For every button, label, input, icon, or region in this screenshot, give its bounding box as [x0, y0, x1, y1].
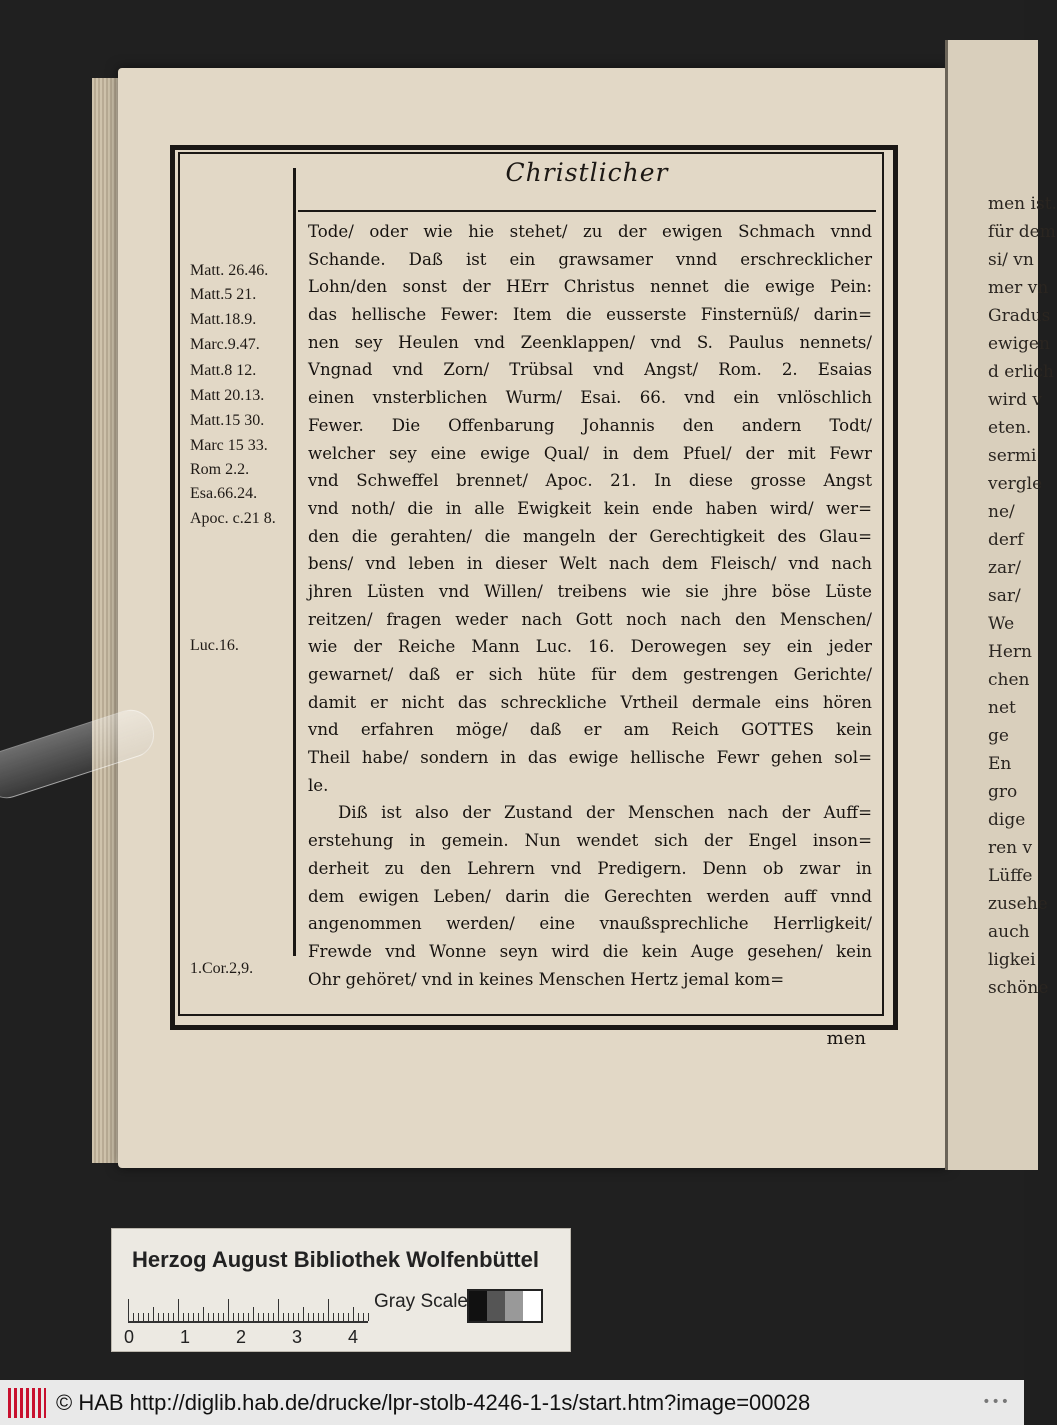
facing-page: [945, 40, 1057, 1170]
ruler-tick: [218, 1313, 219, 1321]
text-line: Schande. Daß ist ein grawsamer vnnd erschrecklicher: [308, 249, 872, 269]
ruler-number: 4: [348, 1327, 359, 1347]
ruler-tick: [128, 1299, 129, 1321]
header-rule: [298, 210, 876, 212]
margin-note: Rom 2.2.: [190, 461, 250, 478]
ruler-tick: [323, 1313, 324, 1321]
text-line: das hellische Fewer: Item die eusserste Finsternüß/ darin=: [308, 305, 872, 325]
facing-page-line: vergle: [988, 474, 1043, 494]
text-line: bens/ vnd leben in dieser Welt nach dem Fleisch/ vnd nach: [308, 554, 872, 574]
text-line: Ohr gehöret/ vnd in keines Menschen Hertz jemal kom=: [308, 969, 785, 989]
margin-note: Matt.8 12.: [190, 362, 257, 379]
ruler-tick: [233, 1313, 234, 1321]
ruler-tick: [188, 1313, 189, 1321]
ruler-tick: [318, 1313, 319, 1321]
facing-page-line: ewigen: [988, 334, 1050, 354]
text-line: le.: [308, 775, 329, 795]
ruler-tick: [363, 1313, 364, 1321]
facing-page-line: men ist.: [988, 194, 1057, 214]
ruler-tick: [158, 1313, 159, 1321]
text-line: Vngnad vnd Zorn/ Trübsal vnd Angst/ Rom. 2. Esaias: [308, 360, 872, 380]
ruler-tick: [368, 1313, 369, 1321]
text-line: Tode/ oder wie hie stehet/ zu der ewigen Schmach vnnd: [308, 222, 872, 241]
catchword: men: [826, 1028, 866, 1049]
ruler-tick: [328, 1299, 329, 1321]
facing-page-line: zusehe: [988, 894, 1048, 914]
text-line: jhren Lüsten vnd Willen/ treibens wie sie jhre böse Lüste: [308, 581, 872, 601]
main-text: [308, 218, 872, 993]
ruler-tick: [153, 1307, 154, 1321]
ruler-tick: [193, 1313, 194, 1321]
facing-page-line: dige: [988, 810, 1026, 830]
ruler-tick: [283, 1313, 284, 1321]
margin-note: Matt.5 21.: [190, 286, 257, 303]
ruler-number: 2: [236, 1327, 247, 1347]
ruler-tick: [288, 1313, 289, 1321]
facing-page-line: Gradus: [988, 306, 1051, 326]
margin-note: Matt. 26.46.: [190, 262, 269, 279]
text-line: erstehung in gemein. Nun wendet sich der Engel inson=: [308, 831, 872, 851]
facing-page-line: ge: [988, 726, 1009, 746]
ruler-tick: [228, 1299, 229, 1321]
ruler-tick: [148, 1313, 149, 1321]
ruler-tick: [293, 1313, 294, 1321]
gray-scale-label: Gray Scale: [374, 1291, 468, 1312]
text-line: vnd erfahren möge/ daß er am Reich GOTTES kein: [308, 720, 872, 740]
margin-column-rule: [293, 168, 296, 956]
margin-note: 1.Cor.2,9.: [190, 960, 254, 977]
footer-menu-dots[interactable]: •••: [982, 1394, 1010, 1410]
facing-page-line: Lüffe: [988, 866, 1033, 886]
ruler-tick: [248, 1313, 249, 1321]
ruler-tick: [168, 1313, 169, 1321]
facing-page-line: zar/: [988, 558, 1021, 578]
text-line: Fewer. Die Offenbarung Johannis den andern Todt/: [308, 415, 872, 435]
ruler-tick: [353, 1307, 354, 1321]
hab-logo-icon: [8, 1388, 46, 1418]
facing-page-line: si/ vn: [988, 250, 1034, 270]
facing-page-line: Hern: [988, 642, 1032, 662]
facing-page-line: En: [988, 754, 1012, 774]
facing-page-line: schöne: [988, 978, 1049, 998]
ruler-tick: [138, 1313, 139, 1321]
text-line: reitzen/ fragen weder nach Gott noch nach den Menschen/: [308, 609, 872, 629]
ruler-tick: [338, 1313, 339, 1321]
text-line: einen vnsterblichen Wurm/ Esai. 66. vnd ein vnlöschlich: [308, 388, 872, 408]
text-line: vnd Schweffel brennet/ Apoc. 21. In diese grosse Angst: [308, 471, 872, 491]
ruler-tick: [243, 1313, 244, 1321]
footer-bar: [0, 1380, 1024, 1425]
facing-page-line: für dem: [988, 222, 1056, 242]
margin-note: Matt.15 30.: [190, 412, 265, 429]
ruler-tick: [223, 1313, 224, 1321]
facing-page-line: ne/: [988, 502, 1015, 522]
ruler-tick: [303, 1307, 304, 1321]
ruler-tick: [198, 1313, 199, 1321]
text-line: damit er nicht das schreckliche Vrtheil dermale eins hören: [308, 692, 872, 712]
facing-page-line: d erlich: [988, 362, 1054, 382]
footer-url[interactable]: © HAB http://diglib.hab.de/drucke/lpr-stolb-4246-1-1s/start.htm?image=00028: [56, 1389, 811, 1415]
facing-page-line: eten.: [988, 418, 1032, 438]
margin-note: Luc.16.: [190, 637, 239, 654]
text-line: nen sey Heulen vnd Zeenklappen/ vnd S. Paulus nennets/: [308, 332, 872, 352]
ruler-tick: [163, 1313, 164, 1321]
ruler-tick: [258, 1313, 259, 1321]
facing-page-line: chen: [988, 670, 1030, 690]
text-line: gewarnet/ daß er sich hüte für dem gestrengen Gerichte/: [308, 665, 872, 684]
ruler-tick: [183, 1313, 184, 1321]
ruler-tick: [203, 1307, 204, 1321]
facing-page-line: gro: [988, 782, 1018, 802]
margin-note: Marc.9.47.: [190, 336, 260, 353]
facing-page-line: wird v: [988, 390, 1043, 410]
ruler-tick: [343, 1313, 344, 1321]
ruler-tick: [358, 1313, 359, 1321]
ruler-tick: [263, 1313, 264, 1321]
ruler-number: 3: [292, 1327, 303, 1347]
margin-note: Apoc. c.21 8.: [190, 510, 276, 527]
ruler-number: 0: [124, 1327, 135, 1347]
ruler-tick: [208, 1313, 209, 1321]
margin-note: Marc 15 33.: [190, 437, 268, 454]
text-line: Frewde vnd Wonne seyn wird die kein Auge gesehen/ kein: [308, 941, 872, 961]
running-head: Christlicher: [505, 158, 669, 187]
ruler-tick: [178, 1299, 179, 1321]
ruler-tick: [313, 1313, 314, 1321]
text-line: Diß ist also der Zustand der Menschen nach der Auff=: [338, 803, 872, 823]
facing-page-line: derf: [988, 530, 1024, 550]
facing-page-line: We: [988, 614, 1015, 634]
text-line: derheit zu den Lehrern vnd Predigern. Denn ob zwar in: [308, 858, 872, 878]
ruler-number: 1: [180, 1327, 191, 1347]
facing-page-line: sermi: [988, 446, 1037, 466]
facing-page-line: ren v: [988, 838, 1033, 858]
ruler-tick: [278, 1299, 279, 1321]
ruler-tick: [333, 1313, 334, 1321]
facing-page-line: auch: [988, 922, 1030, 942]
facing-page-line: mer vn: [988, 278, 1049, 298]
text-line: angenommen werden/ eine vnaußsprechliche Herrligkeit/: [308, 914, 872, 934]
margin-note: Matt.18.9.: [190, 311, 257, 328]
gray-scale-swatch: [467, 1289, 543, 1323]
ruler-tick: [268, 1313, 269, 1321]
ruler-tick: [273, 1313, 274, 1321]
facing-page-line: sar/: [988, 586, 1021, 606]
ruler-tick: [143, 1313, 144, 1321]
ruler-tick: [213, 1313, 214, 1321]
ruler-tick: [308, 1313, 309, 1321]
library-color-strip: [111, 1228, 571, 1352]
ruler-tick: [253, 1307, 254, 1321]
text-line: Lohn/den sonst der HErr Christus nennet die ewige Pein:: [308, 277, 872, 297]
text-line: dem ewigen Leben/ darin die Gerechten werden auff vnnd: [308, 886, 872, 906]
text-line: welcher sey eine ewige Qual/ in dem Pfuel/ der mit Fewr: [308, 443, 872, 463]
margin-note: Matt 20.13.: [190, 387, 265, 404]
library-title: Herzog August Bibliothek Wolfenbüttel: [132, 1247, 539, 1272]
margin-note: Esa.66.24.: [190, 485, 258, 502]
text-line: wie der Reiche Mann Luc. 16. Derowegen sey ein jeder: [308, 637, 872, 657]
ruler-tick: [348, 1313, 349, 1321]
facing-page-line: net: [988, 698, 1016, 718]
facing-page-line: ligkei: [988, 950, 1036, 970]
ruler-tick: [133, 1313, 134, 1321]
ruler-tick: [238, 1313, 239, 1321]
ruler-tick: [173, 1313, 174, 1321]
text-line: Theil habe/ sondern in das ewige hellische Fewr gehen sol=: [308, 748, 872, 768]
text-line: vnd noth/ die in alle Ewigkeit kein ende haben wird/ wer=: [308, 498, 872, 518]
text-line: den die gerahten/ die mangeln der Gerechtigkeit des Glau=: [308, 526, 872, 546]
scale-ruler: [128, 1291, 368, 1323]
ruler-tick: [298, 1313, 299, 1321]
